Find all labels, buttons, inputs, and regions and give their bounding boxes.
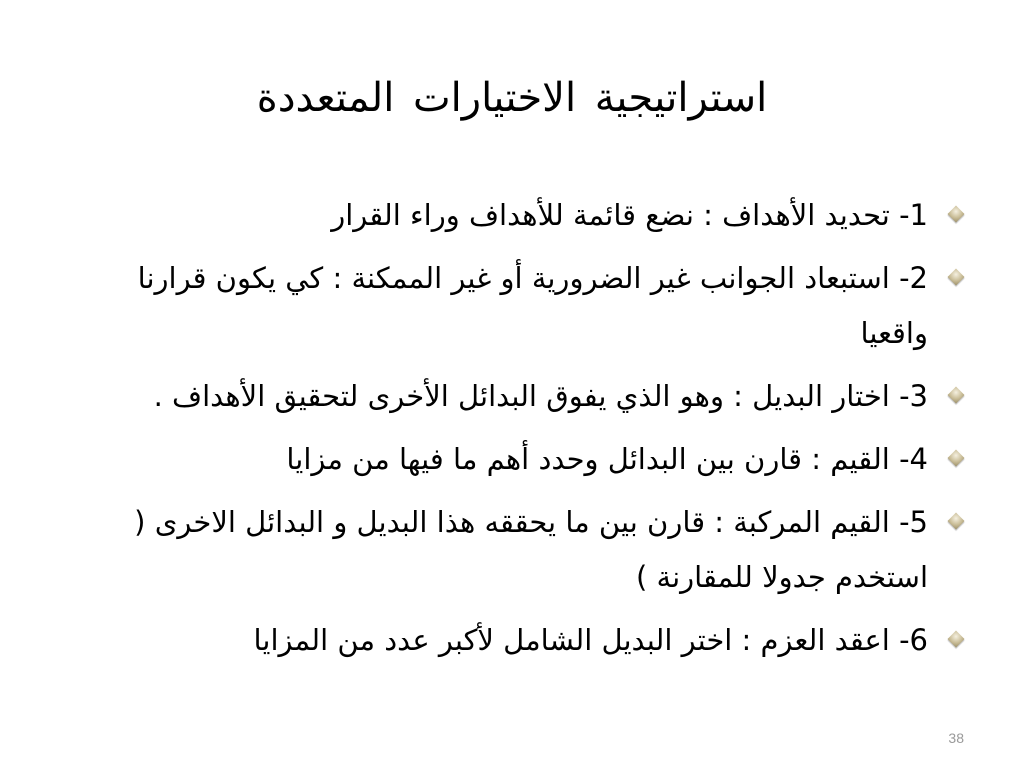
- diamond-bullet-icon: [948, 631, 965, 648]
- slide-title: استراتيجية الاختيارات المتعددة: [256, 75, 768, 121]
- list-item: [82, 188, 962, 243]
- list-item: [82, 432, 962, 487]
- list-item: [82, 495, 962, 605]
- list-item: [82, 613, 962, 668]
- bullet-text: 3- اختار البديل : وهو الذي يفوق البدائل الأخرى لتحقيق الأهداف .: [153, 379, 928, 413]
- diamond-bullet-icon: [948, 513, 965, 530]
- bullet-text: 5- القيم المركبة : قارن بين ما يحققه هذا البديل و البدائل الاخرى ( استخدم جدولا للمقارنة ): [134, 505, 928, 594]
- diamond-bullet-icon: [948, 450, 965, 467]
- bullet-text: 2- استبعاد الجوانب غير الضرورية أو غير الممكنة : كي يكون قرارنا واقعيا: [137, 261, 928, 350]
- list-item: [82, 251, 962, 361]
- bullet-list: [82, 188, 962, 676]
- page-number: 38: [948, 730, 964, 746]
- bullet-text: 4- القيم : قارن بين البدائل وحدد أهم ما فيها من مزايا: [286, 442, 928, 476]
- bullet-text: 6- اعقد العزم : اختر البديل الشامل لأكبر عدد من المزايا: [253, 623, 928, 657]
- list-item: [82, 369, 962, 424]
- diamond-bullet-icon: [948, 269, 965, 286]
- diamond-bullet-icon: [948, 206, 965, 223]
- diamond-bullet-icon: [948, 387, 965, 404]
- bullet-text: 1- تحديد الأهداف : نضع قائمة للأهداف وراء القرار: [331, 198, 928, 232]
